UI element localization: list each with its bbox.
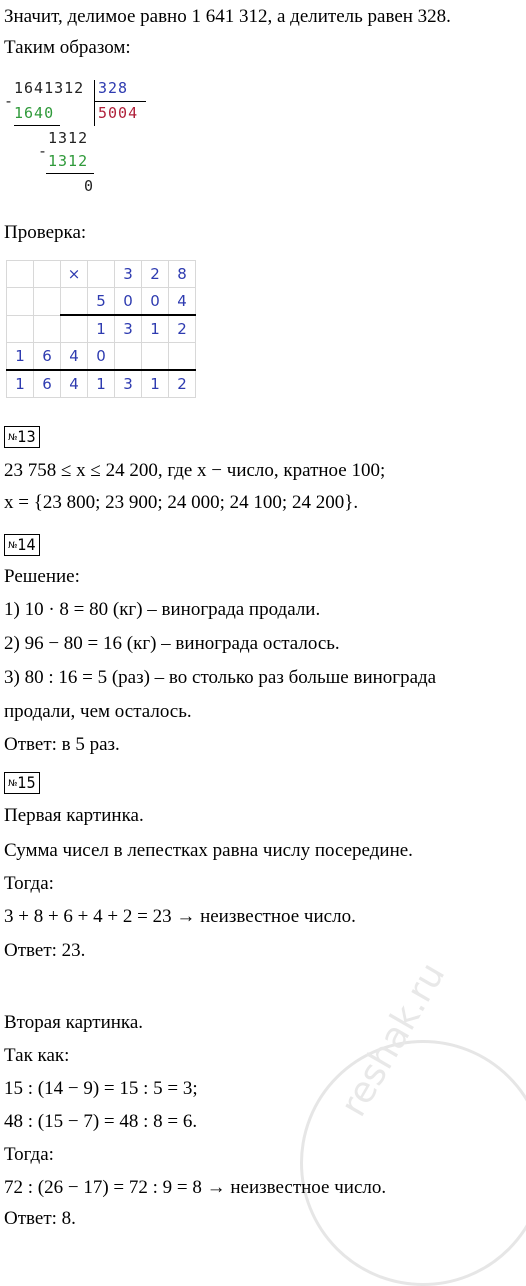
- task-15-picture-2-calc-1: 15 : (14 − 9) = 15 : 5 = 3;: [4, 1078, 198, 1099]
- dividend: 1641312: [14, 79, 85, 97]
- check-label: Проверка:: [4, 222, 87, 243]
- grid-cell: [88, 261, 115, 288]
- task-15-picture-2-then: Тогда:: [4, 1144, 54, 1165]
- grid-cell: 4: [61, 370, 88, 398]
- task-14-answer: Ответ: в 5 раз.: [4, 734, 120, 755]
- task-15-picture-2-answer: Ответ: 8.: [4, 1208, 76, 1229]
- grid-cell: [142, 343, 169, 371]
- grid-cell: 8: [169, 261, 196, 288]
- grid-cell: 3: [115, 315, 142, 343]
- grid-cell: 1: [7, 370, 34, 398]
- multiply-sign: ×: [61, 261, 88, 288]
- grid-cell: 2: [142, 261, 169, 288]
- task-15-picture-1-title: Первая картинка.: [4, 805, 144, 826]
- division-result: 0: [84, 177, 95, 195]
- number-sign: №: [8, 779, 18, 789]
- subtrahend-2: 1312: [48, 152, 89, 170]
- subtrahend-1: 1640: [14, 104, 55, 122]
- task-15-badge: [4, 772, 40, 794]
- intro-line-2: Таким образом:: [4, 37, 131, 58]
- grid-cell: [7, 315, 34, 343]
- grid-row: [7, 315, 196, 343]
- task-number: 14: [17, 535, 36, 554]
- task-15-picture-2-calc-2: 48 : (15 − 7) = 48 : 8 = 6.: [4, 1111, 198, 1132]
- grid-cell: [61, 288, 88, 316]
- grid-cell: 3: [115, 370, 142, 398]
- grid-cell: 0: [115, 288, 142, 316]
- grid-row: [7, 261, 196, 288]
- grid-row: [7, 288, 196, 316]
- multiplication-check-grid: [6, 260, 196, 398]
- task-15-picture-2-since: Так как:: [4, 1045, 70, 1066]
- task-14-step-3: 3) 80 : 16 = 5 (раз) – во столько раз больше винограда: [4, 667, 437, 688]
- grid-cell: 4: [61, 343, 88, 371]
- grid-cell: 1: [88, 370, 115, 398]
- divisor: 328: [98, 79, 129, 97]
- intro-line-1: Значит, делимое равно 1 641 312, а делитель равен 328.: [4, 6, 451, 27]
- task-15-picture-1-answer: Ответ: 23.: [4, 940, 86, 961]
- task-15-picture-1-then: Тогда:: [4, 873, 54, 894]
- grid-cell: [169, 343, 196, 371]
- number-sign: №: [8, 433, 18, 443]
- minus-sign-1: -: [4, 92, 15, 110]
- task-15-picture-1-rule: Сумма чисел в лепестках равна числу посередине.: [4, 840, 413, 861]
- task-13-line-2: x = {23 800; 23 900; 24 000; 24 100; 24 200}.: [4, 492, 359, 513]
- grid-cell: 6: [34, 343, 61, 371]
- grid-row: [7, 343, 196, 371]
- task-number: 15: [17, 773, 36, 792]
- grid-cell: 4: [169, 288, 196, 316]
- number-sign: №: [8, 541, 18, 551]
- grid-cell: [34, 261, 61, 288]
- grid-cell: 1: [142, 315, 169, 343]
- grid-cell: 3: [115, 261, 142, 288]
- division-bar: [94, 80, 95, 126]
- grid-cell: [61, 315, 88, 343]
- task-15-picture-2-calc-3: 72 : (26 − 17) = 72 : 9 = 8 → неизвестное число.: [4, 1177, 387, 1198]
- grid-cell: 6: [34, 370, 61, 398]
- subtraction-line-1: [14, 125, 60, 126]
- task-15-picture-2-title: Вторая картинка.: [4, 1012, 144, 1033]
- quotient: 5004: [98, 104, 139, 122]
- task-14-step-3-cont: продали, чем осталось.: [4, 701, 192, 722]
- grid-cell: 0: [88, 343, 115, 371]
- task-13-badge: [4, 426, 40, 448]
- minus-sign-2: -: [38, 142, 49, 160]
- task-15-picture-1-calc: 3 + 8 + 6 + 4 + 2 = 23 → неизвестное число.: [4, 906, 356, 927]
- grid-cell: 2: [169, 315, 196, 343]
- task-14-step-1: 1) 10 · 8 = 80 (кг) – винограда продали.: [4, 599, 321, 620]
- grid-cell: [34, 288, 61, 316]
- grid-cell: 1: [7, 343, 34, 371]
- grid-cell: [115, 343, 142, 371]
- grid-cell: 1: [88, 315, 115, 343]
- task-number: 13: [17, 427, 36, 446]
- remainder-1: 1312: [48, 129, 89, 147]
- watermark-seal: [300, 956, 526, 1286]
- grid-cell: [7, 261, 34, 288]
- watermark-text: reshak.ru: [333, 956, 454, 1124]
- grid-cell: [34, 315, 61, 343]
- grid-cell: [7, 288, 34, 316]
- grid-row: [7, 370, 196, 398]
- task-14-solution-label: Решение:: [4, 566, 80, 587]
- grid-cell: 5: [88, 288, 115, 316]
- subtraction-line-2: [46, 173, 94, 174]
- divisor-underline: [94, 101, 146, 102]
- task-14-badge: [4, 534, 40, 556]
- task-13-line-1: 23 758 ≤ x ≤ 24 200, где x − число, кратное 100;: [4, 460, 386, 481]
- task-14-step-2: 2) 96 − 80 = 16 (кг) – винограда осталось.: [4, 633, 340, 654]
- grid-cell: 0: [142, 288, 169, 316]
- grid-cell: 1: [142, 370, 169, 398]
- grid-cell: 2: [169, 370, 196, 398]
